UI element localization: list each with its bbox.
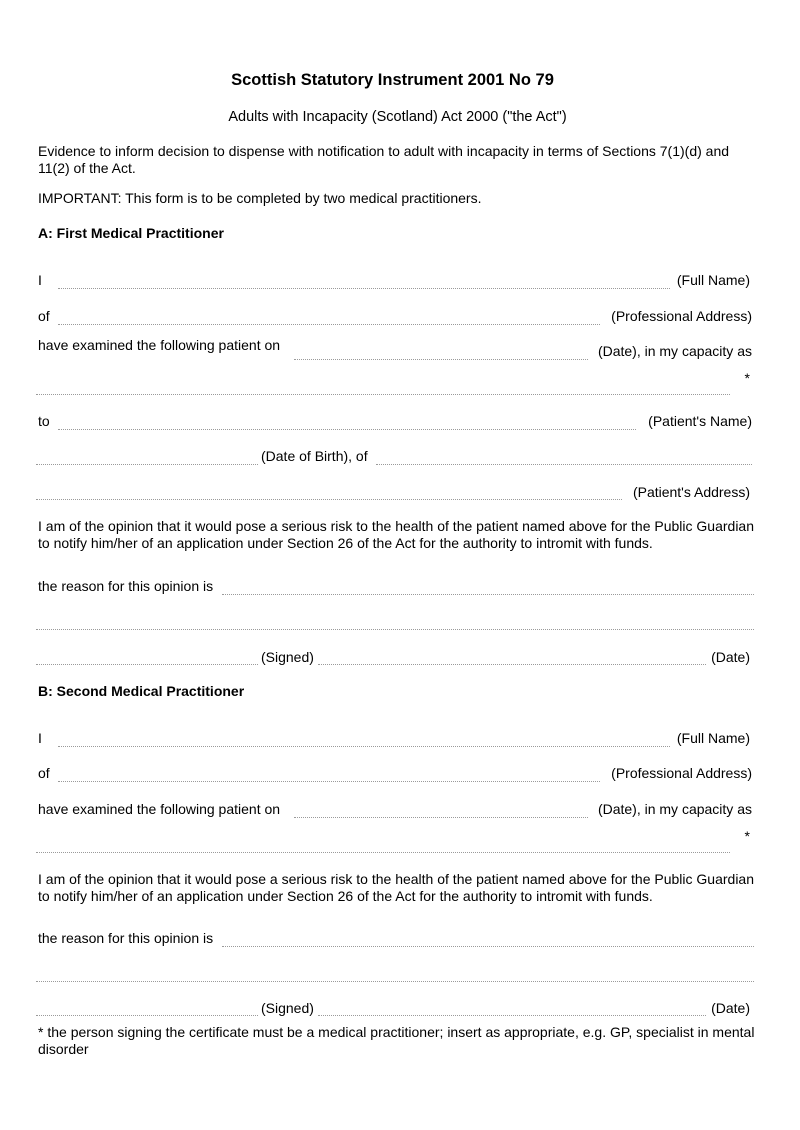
- b-signed-label: (Signed): [261, 1000, 314, 1016]
- b-signed-date-field[interactable]: [318, 1015, 706, 1016]
- a-patient-address-field-2[interactable]: [36, 499, 622, 500]
- b-full-name-field[interactable]: [58, 746, 670, 747]
- a-professional-address-label: (Professional Address): [611, 308, 752, 324]
- b-reason-label: the reason for this opinion is: [38, 930, 214, 946]
- a-patient-address-field-1[interactable]: [376, 464, 752, 465]
- a-patient-name-field[interactable]: [58, 429, 636, 430]
- a-full-name-field[interactable]: [58, 288, 670, 289]
- a-exam-date-field[interactable]: [294, 359, 588, 360]
- a-professional-address-field[interactable]: [58, 324, 600, 325]
- a-i-label: I: [38, 272, 42, 288]
- b-professional-address-label: (Professional Address): [611, 765, 752, 781]
- a-reason-field-2[interactable]: [36, 629, 754, 630]
- b-capacity-field[interactable]: [36, 852, 730, 853]
- b-full-name-label: (Full Name): [676, 730, 750, 746]
- b-asterisk: *: [744, 828, 750, 844]
- a-dob-label: (Date of Birth), of: [261, 448, 368, 464]
- footnote: * the person signing the certificate must be a medical practitioner; insert as appropriate, e.g. GP, specialist in mental disorder: [38, 1024, 755, 1057]
- a-to-label: to: [38, 413, 50, 429]
- section-b-heading: B: Second Medical Practitioner: [38, 683, 245, 699]
- b-reason-field-1[interactable]: [222, 946, 754, 947]
- a-reason-label: the reason for this opinion is: [38, 578, 214, 594]
- a-of-label: of: [38, 308, 50, 324]
- b-i-label: I: [38, 730, 42, 746]
- a-patient-name-label: (Patient's Name): [648, 413, 752, 429]
- a-reason-field-1[interactable]: [222, 594, 754, 595]
- a-opinion-text: I am of the opinion that it would pose a serious risk to the health of the patient named above for the Public Guardian to notify him/her of an application under Section 26 of the Act for the authority to intromit with funds.: [38, 518, 754, 551]
- b-examined-label: have examined the following patient on: [38, 801, 281, 817]
- b-professional-address-field[interactable]: [58, 781, 600, 782]
- intro-text: Evidence to inform decision to dispense with notification to adult with incapacity in terms of Sections 7(1)(d) and 11(2) of the Act.: [38, 143, 730, 176]
- a-asterisk: *: [744, 370, 750, 386]
- form-title: Scottish Statutory Instrument 2001 No 79: [231, 71, 554, 89]
- b-date-label: (Date): [711, 1000, 750, 1016]
- important-note: IMPORTANT: This form is to be completed by two medical practitioners.: [38, 190, 482, 206]
- a-examined-label: have examined the following patient on: [38, 337, 281, 353]
- form-subtitle: Adults with Incapacity (Scotland) Act 2000 ("the Act"): [228, 109, 567, 125]
- b-exam-date-field[interactable]: [294, 817, 588, 818]
- a-signed-label: (Signed): [261, 649, 314, 665]
- a-capacity-field[interactable]: [36, 394, 730, 395]
- a-full-name-label: (Full Name): [676, 272, 750, 288]
- a-date-label: (Date): [711, 649, 750, 665]
- b-date-capacity-label: (Date), in my capacity as: [597, 801, 752, 817]
- b-of-label: of: [38, 765, 50, 781]
- a-date-capacity-label: (Date), in my capacity as: [597, 343, 752, 359]
- a-dob-field[interactable]: [36, 464, 258, 465]
- a-signature-field[interactable]: [36, 664, 258, 665]
- b-signature-field[interactable]: [36, 1015, 258, 1016]
- a-patient-address-label: (Patient's Address): [632, 484, 750, 500]
- b-reason-field-2[interactable]: [36, 981, 754, 982]
- b-opinion-text: I am of the opinion that it would pose a serious risk to the health of the patient named above for the Public Guardian to notify him/her of an application under Section 26 of the Act for the authority to intromit with funds.: [38, 871, 754, 904]
- section-a-heading: A: First Medical Practitioner: [38, 225, 224, 241]
- a-signed-date-field[interactable]: [318, 664, 706, 665]
